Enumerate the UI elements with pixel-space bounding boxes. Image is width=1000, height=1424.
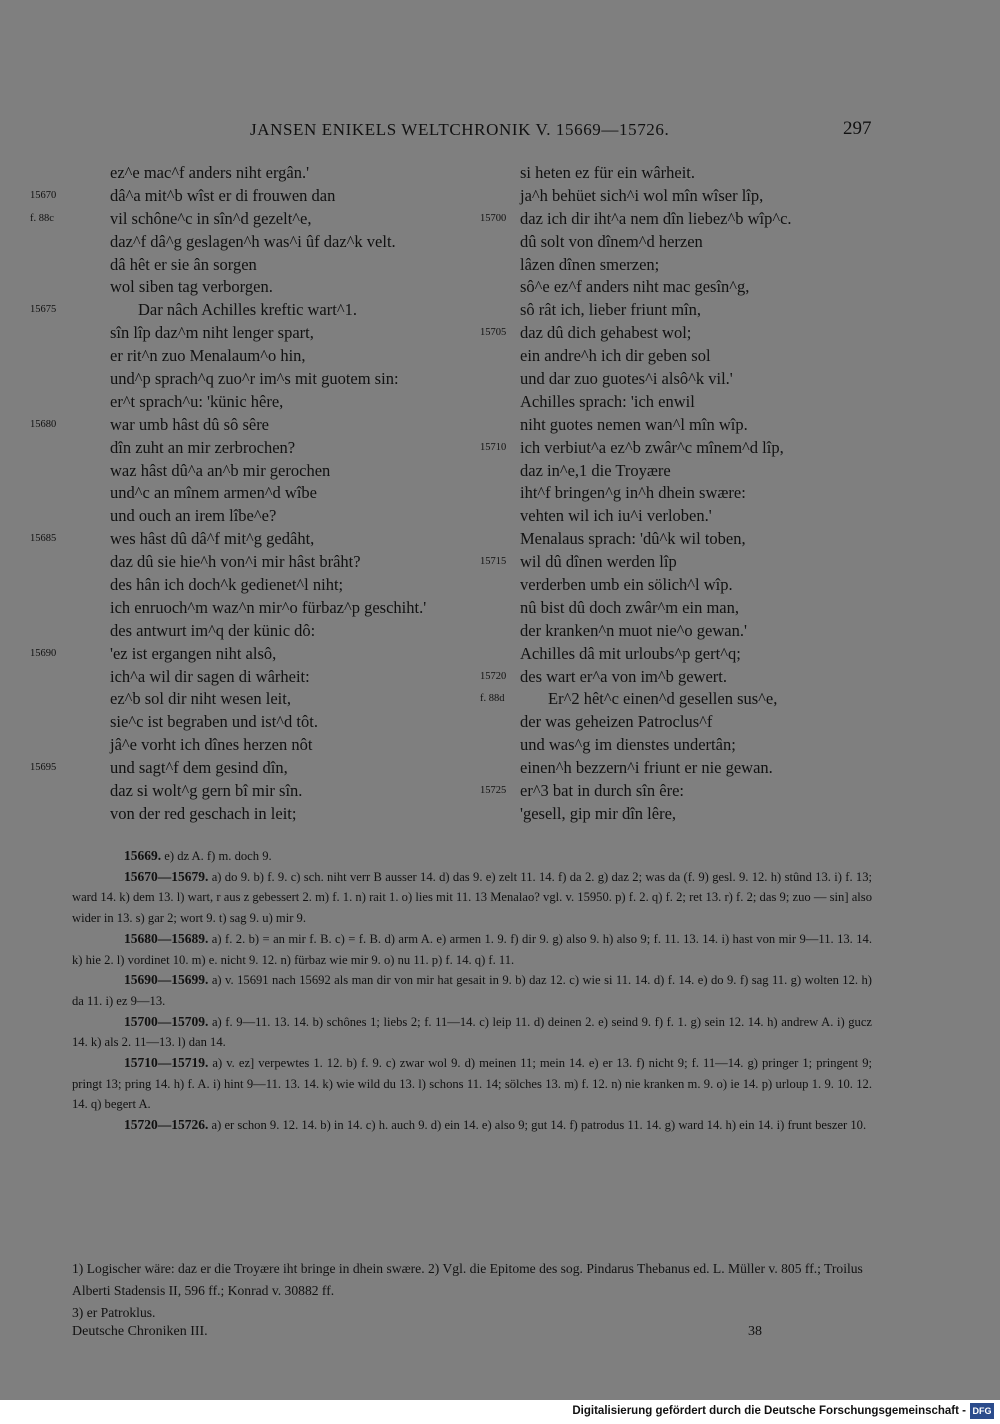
line-number: f. 88d: [480, 693, 505, 705]
running-title: JANSEN ENIKELS WELTCHRONIK V. 15669—15726.: [250, 120, 670, 139]
verse-text: ich^a wil dir sagen di wârheit:: [110, 666, 310, 686]
verse-column-left: [30, 162, 490, 826]
verse-line: [480, 185, 900, 208]
apparatus-variants: a) f. 9—11. 13. 14. b) schônes 1; liebs 2; f. 11—14. c) leip 11. d) deinen 2. e) seind 9. f) f. 1. g) sein 12. 14. h) andrew A. i) gucz 14. k) als 2. 11—13. l) dan 14.: [72, 1014, 872, 1050]
verse-line: [30, 162, 490, 185]
critical-apparatus: [72, 846, 872, 1136]
line-number: 15675: [30, 304, 57, 316]
verse-line: [30, 757, 490, 780]
apparatus-verse-range: 15690—15699.: [124, 972, 209, 988]
footnotes: [72, 1258, 872, 1324]
verse-line: [30, 368, 490, 391]
verse-line: [30, 391, 490, 414]
verse-text: ez^b sol dir niht wesen leit,: [110, 689, 291, 709]
verse-line: [30, 414, 490, 437]
verse-line: [30, 666, 490, 689]
verse-line: [480, 322, 900, 345]
verse-text: und sagt^f dem gesind dîn,: [110, 758, 288, 778]
verse-text: vil schône^c in sîn^d gezelt^e,: [110, 208, 312, 228]
apparatus-entry: [72, 1053, 872, 1115]
verse-text: von der red geschach in leit;: [110, 803, 297, 823]
verse-text: des wart er^a von im^b gewert.: [520, 666, 727, 686]
verse-text: wil dû dînen werden lîp: [520, 552, 677, 572]
footnote: 3) er Patroklus.: [72, 1305, 156, 1320]
line-number: 15695: [30, 762, 57, 774]
verse-column-right: [480, 162, 900, 826]
apparatus-entry: [72, 970, 872, 1011]
verse-line: [480, 528, 900, 551]
verse-text: und^p sprach^q zuo^r im^s mit guotem sin:: [110, 369, 399, 389]
verse-line: [480, 505, 900, 528]
verse-line: [480, 482, 900, 505]
apparatus-verse-range: 15710—15719.: [124, 1055, 209, 1071]
verse-text: Dar nâch Achilles kreftic wart^1.: [138, 300, 357, 320]
verse-line: [30, 276, 490, 299]
verse-text: 'gesell, gip mir dîn lêre,: [520, 803, 677, 823]
verse-line: [480, 162, 900, 185]
verse-line: [480, 780, 900, 803]
verse-line: [480, 803, 900, 826]
verse-text: ich enruoch^m waz^n mir^o fürbaz^p geschiht.': [110, 597, 427, 617]
verse-text: iht^f bringen^g in^h dhein swære:: [520, 483, 746, 503]
verse-text: der kranken^n muot nie^o gewan.': [520, 620, 747, 640]
verse-text: sîn lîp daz^m niht lenger spart,: [110, 323, 314, 343]
verse-text: Menalaus sprach: 'dû^k wil toben,: [520, 529, 746, 549]
verse-line: [30, 299, 490, 322]
verse-text: dâ hêt er sie ân sorgen: [110, 254, 257, 274]
verse-text: Er^2 hêt^c einen^d gesellen sus^e,: [548, 689, 778, 709]
verse-text: dîn zuht an mir zerbrochen?: [110, 437, 296, 457]
verse-line: [30, 345, 490, 368]
verse-text: und dar zuo guotes^i alsô^k vil.': [520, 369, 733, 389]
verse-text: sô rât ich, lieber friunt mîn,: [520, 300, 701, 320]
verse-text: und was^g im dienstes undertân;: [520, 735, 736, 755]
apparatus-verse-range: 15680—15689.: [124, 930, 209, 946]
apparatus-entry: [72, 1115, 872, 1136]
verse-line: [480, 414, 900, 437]
verse-line: [30, 254, 490, 277]
apparatus-entry: [72, 929, 872, 970]
verse-text: des hân ich doch^k gedienet^l niht;: [110, 575, 344, 595]
verse-text: ja^h behüet sich^i wol mîn wîser lîp,: [520, 185, 764, 205]
verse-text: daz^f dâ^g geslagen^h was^i ûf daz^k velt.: [110, 231, 396, 251]
apparatus-variants: a) v. ez] verpewtes 1. 12. b) f. 9. c) zwar wol 9. d) meinen 11; mein 14. e) er 13. f) nicht 9; f. 11—14. g) pringer 1; pringent 9; pringt 13; pring 14. h) f. A. i) hint 9—11. 13. 14. k) wie wild du 13. l) schons 11. 14; sölches 13. m) f. 12. n) nie kranken m. 9. o) ie 14. p) urloup 1. 9. 10. 12. 14. q) begert A.: [72, 1056, 872, 1112]
verse-line: [30, 711, 490, 734]
line-number: 15700: [480, 212, 507, 224]
verse-line: [480, 757, 900, 780]
page-number: 297: [843, 118, 872, 139]
verse-line: [480, 551, 900, 574]
verse-text: ich verbiut^a ez^b zwâr^c mînem^d lîp,: [520, 437, 784, 457]
verse-text: der was geheizen Patroclus^f: [520, 712, 713, 732]
verse-text: einen^h bezzern^i friunt er nie gewan.: [520, 758, 773, 778]
verse-line: [480, 345, 900, 368]
verse-line: [30, 208, 490, 231]
line-number: 15705: [480, 327, 507, 339]
line-number: 15710: [480, 441, 507, 453]
verse-text: verderben umb ein sölich^l wîp.: [520, 575, 733, 595]
verse-text: daz dû sie hie^h von^i mir hâst brâht?: [110, 552, 361, 572]
verse-text: und ouch an irem lîbe^e?: [110, 506, 277, 526]
apparatus-verse-range: 15669.: [124, 848, 162, 863]
verse-text: dâ^a mit^b wîst er di frouwen dan: [110, 185, 336, 205]
verse-line: [480, 437, 900, 460]
verse-text: Achilles sprach: 'ich enwil: [520, 391, 695, 411]
verse-line: [480, 711, 900, 734]
verse-text: wes hâst dû dâ^f mit^g gedâht,: [110, 529, 315, 549]
verse-text: daz si wolt^g gern bî mir sîn.: [110, 781, 303, 801]
line-number: 15725: [480, 785, 507, 797]
verse-text: si heten ez für ein wârheit.: [520, 163, 696, 182]
verse-text: war umb hâst dû sô sêre: [110, 414, 270, 434]
verse-line: [480, 276, 900, 299]
verse-text: Achilles dâ mit urloubs^p gert^q;: [520, 643, 741, 663]
verse-line: [30, 460, 490, 483]
verse-line: [30, 780, 490, 803]
verse-text: er^t sprach^u: 'künic hêre,: [110, 391, 284, 411]
verse-line: [480, 688, 900, 711]
verse-line: [480, 574, 900, 597]
verse-text: waz hâst dû^a an^b mir gerochen: [110, 460, 331, 480]
verse-line: [30, 528, 490, 551]
verse-line: [480, 460, 900, 483]
verse-text: sie^c ist begraben und ist^d tôt.: [110, 712, 318, 732]
verse-text: vehten wil ich iu^i verloben.': [520, 506, 712, 526]
verse-line: [480, 666, 900, 689]
dfg-logo-icon: DFG: [970, 1403, 994, 1419]
verse-text: daz dû dich gehabest wol;: [520, 323, 692, 343]
verse-text: jâ^e vorht ich dînes herzen nôt: [110, 735, 313, 755]
verse-text: sô^e ez^f anders niht mac gesîn^g,: [520, 277, 750, 297]
sheet-number: 38: [748, 1324, 762, 1339]
verse-line: [480, 368, 900, 391]
apparatus-variants: a) er schon 9. 12. 14. b) in 14. c) h. auch 9. d) ein 14. e) also 9; gut 14. f) patrodus 11. 14. g) ward 14. h) ein 14. i) frunt beszer 10.: [208, 1118, 867, 1133]
verse-line: [480, 299, 900, 322]
apparatus-verse-range: 15720—15726.: [124, 1117, 209, 1133]
verse-line: [480, 231, 900, 254]
apparatus-variants: a) v. 15691 nach 15692 als man dir von mir hat gesait in 9. b) daz 12. c) wie si 11. 14. d) f. 14. e) do 9. f) sag 11. g) wolten 12. h) da 11. i) ez 9—13.: [72, 973, 872, 1008]
apparatus-verse-range: 15670—15679.: [124, 868, 209, 884]
verse-text: daz in^e,1 die Troyære: [520, 460, 671, 480]
verse-line: [30, 597, 490, 620]
verse-line: [30, 551, 490, 574]
verse-line: [480, 643, 900, 666]
verse-text: er rit^n zuo Menalaum^o hin,: [110, 346, 306, 366]
verse-line: [30, 620, 490, 643]
verse-text: ein andre^h ich dir geben sol: [520, 346, 711, 366]
line-number: 15720: [480, 670, 507, 682]
apparatus-entry: [72, 867, 872, 929]
verse-text: des antwurt im^q der künic dô:: [110, 620, 316, 640]
verse-line: [30, 437, 490, 460]
verse-line: [30, 734, 490, 757]
line-number: 15715: [480, 556, 507, 568]
verse-text: dû solt von dînem^d herzen: [520, 231, 703, 251]
verse-line: [480, 620, 900, 643]
verse-line: [30, 643, 490, 666]
verse-text: ez^e mac^f anders niht ergân.': [110, 163, 310, 182]
verse-text: 'ez ist ergangen niht alsô,: [110, 643, 277, 663]
footnote: 1) Logischer wäre: daz er die Troyære iht bringe in dhein swære. 2) Vgl. die Epitome des sog. Pindarus Thebanus ed. L. Müller v. 805 ff.; Troilus Alberti Stadensis II, 596 ff.; Konrad v. 30882 ff.: [72, 1261, 863, 1298]
verse-line: [480, 254, 900, 277]
apparatus-entry: [72, 846, 872, 867]
apparatus-variants: a) f. 2. b) = an mir f. B. c) = f. B. d) arm A. e) armen 1. 9. f) dir 9. g) also 9. h) also 9; f. 11. 13. 14. i) hast von mir 9—11. 13. 14. k) hie 2. l) vordinet 10. m) e. nicht 9. 12. n) fürbaz wie mir 9. o) nu 11. p) f. 14. q) f. 11.: [72, 931, 872, 967]
verse-text: niht guotes nemen wan^l mîn wîp.: [520, 414, 748, 434]
apparatus-verse-range: 15700—15709.: [124, 1013, 209, 1029]
verse-line: [480, 208, 900, 231]
signature-footer: Deutsche Chroniken III.: [72, 1324, 208, 1339]
verse-line: [30, 505, 490, 528]
verse-line: [30, 185, 490, 208]
verse-text: wol siben tag verborgen.: [110, 277, 273, 297]
verse-text: daz ich dir iht^a nem dîn liebez^b wîp^c.: [520, 208, 792, 228]
verse-line: [480, 391, 900, 414]
verse-line: [480, 597, 900, 620]
line-number: 15690: [30, 647, 57, 659]
funding-credit: Digitalisierung gefördert durch die Deutsche Forschungsgemeinschaft -: [572, 1405, 966, 1417]
credit-bar: [0, 1400, 1000, 1424]
verse-line: [30, 803, 490, 826]
apparatus-entry: [72, 1012, 872, 1053]
verse-text: er^3 bat in durch sîn êre:: [520, 781, 684, 801]
apparatus-variants: a) do 9. b) f. 9. c) sch. niht verr B ausser 14. d) das 9. e) zelt 11. 14. f) da 2. g) daz 2; was da (f. 9) gesl. 9. 12. h) stûnd 13. i) f. 13; ward 14. k) dem 13. l) wart, r aus z gebessert 2. m) f. 1. n) rait 1. o) lies mit 11. 13 Menalao? vgl. v. 15950. p) f. 2. q) f. 2; ret 13. r) f. 2; das 9; zuo — sin] also wider in 13. s) gar 2; wort 9. t) sag 9. u) mir 9.: [72, 869, 872, 926]
verse-line: [30, 231, 490, 254]
verse-line: [30, 482, 490, 505]
verse-line: [30, 688, 490, 711]
verse-text: und^c an mînem armen^d wîbe: [110, 483, 318, 503]
line-number: 15670: [30, 189, 57, 201]
apparatus-variants: e) dz A. f) m. doch 9.: [161, 849, 272, 863]
verse-line: [30, 322, 490, 345]
verse-text: nû bist dû doch zwâr^m ein man,: [520, 597, 739, 617]
verse-line: [480, 734, 900, 757]
line-number: 15680: [30, 418, 57, 430]
verse-text: lâzen dînen smerzen;: [520, 254, 660, 274]
line-number: 15685: [30, 533, 57, 545]
verse-line: [30, 574, 490, 597]
line-number: f. 88c: [30, 212, 54, 224]
